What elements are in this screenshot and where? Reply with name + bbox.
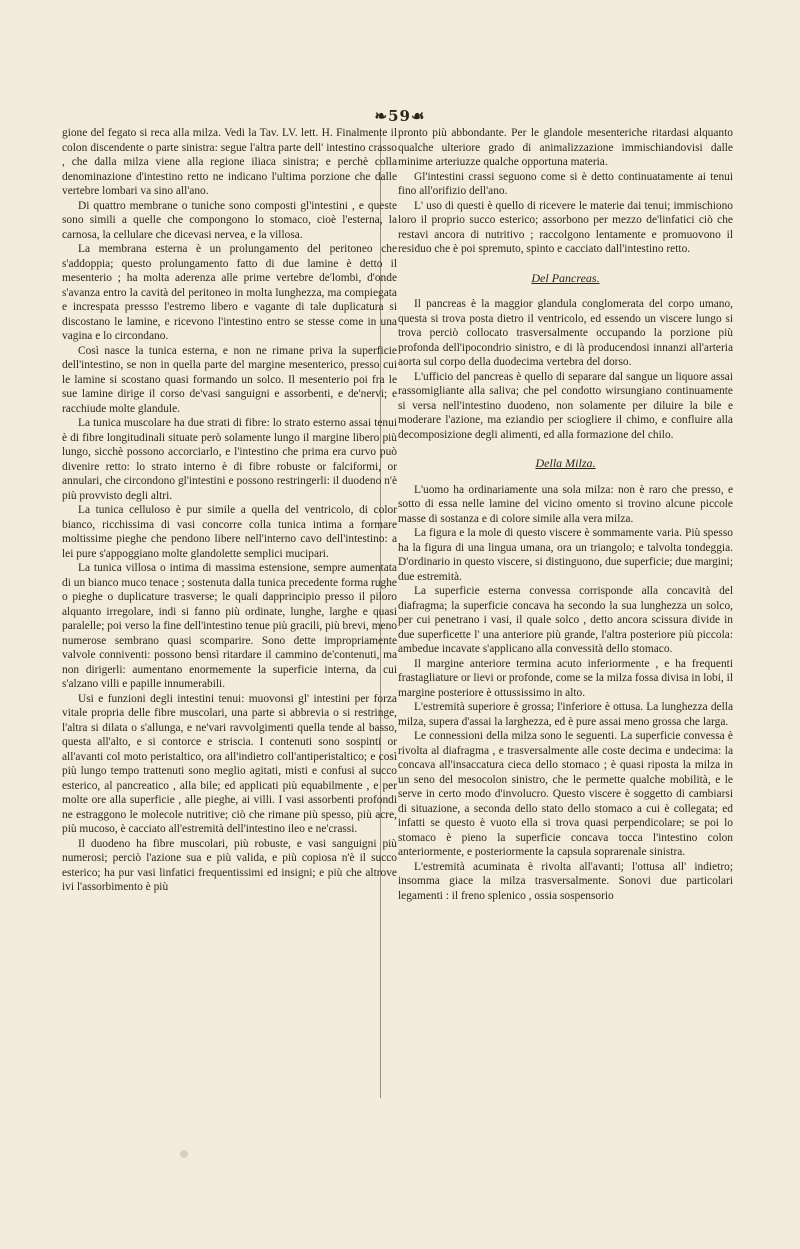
page-number-text: 59 <box>388 107 411 125</box>
paragraph: pronto più abbondante. Per le glandole mesenteriche ritardasi alquanto qualche ulteriore grado di animalizzazione immischiandovisi dalle minime arteriuzze qualche opportuna materia. <box>398 127 733 168</box>
paragraph: L'estremità acuminata è rivolta all'avanti; l'ottusa all' indietro; insomma giace la milza trasversalmente. Sonovi due particolari legamenti : il freno splenico , ossia sospensorio <box>398 860 733 902</box>
section-heading: Della Milza. <box>535 456 596 470</box>
left-column <box>62 126 397 895</box>
paragraph: Gl'intestini crassi seguono come si è detto continuatamente ai tenui fino all'orifizio dell'ano. <box>398 170 733 197</box>
section-heading: Del Pancreas. <box>531 270 600 285</box>
paragraph: La superficie esterna convessa corrisponde alla concavità del diafragma; la superficie concava ha secondo la sua lunghezza un solco, per cui penetrano i vasi, il quale solco , detto ancora scissura divide in due superficette l' una anteriore più grande, l'altra posteriore più piccola: ambedue incavate s'applicano alla convessità dello stomaco. <box>398 585 733 655</box>
paragraph: La figura e la mole di questo viscere è sommamente varia. Più spesso ha la figura di una lingua umana, ora un triangolo; e talvolta tondeggia. D'ordinario in questo viscere, si distinguono, due superficie; due margini; due estremità. <box>398 527 733 583</box>
paragraph: Di quattro membrane o tuniche sono composti gl'intestini , e queste sono simili a quelle che compongono lo stomaco, cioè l'esterna, la carnosa, la cellulare che dicevasi nervea, e la villosa. <box>62 199 397 241</box>
ornament-left-icon: ❧ <box>374 107 389 125</box>
paper-stain <box>180 1150 188 1158</box>
paragraph: Il margine anteriore termina acuto inferiormente , e ha frequenti frastagliature or lievi or profonde, come se la milza fossa divisa in lobi, il margine posteriore è ottussissimo in alto. <box>398 657 733 699</box>
paragraph: La tunica celluloso è pur simile a quella del ventricolo, di color bianco, ricchissima di vasi concorre colla tunica intima a formare moltissime pieghe che pendono libere nell'interno cavo dell'intestino: a lei pure s'appoggiano molte glandolette semplici mucipari. <box>62 504 397 560</box>
paragraph: L'ufficio del pancreas è quello di separare dal sangue un liquore assai rassomigliante alla saliva; che pel condotto wirsungiano continuamente si versa nell'intestino duodeno, non solamente per diluire la bile e moderare l'azione, ma eziandio per sciogliere il chimo, e confluire alla decomposizione degli alimenti, ed alla formazione del chilo. <box>398 370 733 441</box>
paragraph: gione del fegato si reca alla milza. Vedi la Tav. LV. lett. H. Finalmente il colon discendente o parte sinistra: segue l'altra parte dell' intestino crasso , che dalla milza viene alla regione iliaca sinistra; e perchè colla denominazione d'intestino retto ne indicano l'ultima porzione che dalle vertebre lombari va sino all'ano. <box>62 127 397 197</box>
paragraph: L'uomo ha ordinariamente una sola milza: non è raro che presso, e sotto di essa nelle lamine del vicino omento si trovino alcune piccole masse di sostanza e di colore simile alla vera milza. <box>398 483 733 525</box>
paragraph: La membrana esterna è un prolungamento del peritoneo che s'addoppia; questo prolungamento fatto di due lamine è detto il mesenterio ; ha molta aderenza alle prime vertebre de'lombi, d'onde s'avanza entro la cavità del peritoneo in molta lunghezza, ma compiegata e increspata pressso l'estremo libero e vagante di tale duplicatura si discostano le lamine, e ricevono l'intestino entro se stesse come in una vagina e lo circondano. <box>62 243 397 342</box>
paragraph: La tunica villosa o intima di massima estensione, sempre aumentata di un bianco muco tenace ; sostenuta dalla tunica precedente forma rughe o pieghe o duplicature trasverse; le quali dapprincipio presso il piloro alquanto irregolare, indi si fanno più ordinate, lunghe, larghe e quasi paralelle; poi verso la fine dell'intestino tenue più gracili, più brevi, meno numerose sembrano quasi scomparire. Sono dette impropriamente valvole conniventi: possono bensì ritardare il cammino de'contenuti, ma non dirigerli: aumentano enormemente la superficie interna, da cui s'alzano villi e papille innumerabili. <box>62 562 397 690</box>
paragraph: La tunica muscolare ha due strati di fibre: lo strato esterno assai tenui è di fibre longitudinali situate però solamente lungo il margine libero più lungo, sicchè possono accorciarlo, e l'intestino che prima era curvo può divenire retto: lo strato interno è di fibre robuste or falciformi, or annulari, che circondono gl'intestini e possono restringerli: il duodeno n'è più provvisto degli altri. <box>62 417 397 502</box>
paragraph: L' uso di questi è quello di ricevere le materie dai tenui; immischiono loro il proprio succo esterico; assorbono per mezzo de'linfatici ciò che restavi ancora di nutritivo ; raccolgono lentamente e promuovono il residuo che è poi spremuto, spinto e cacciato dall'intestino retto. <box>398 199 733 255</box>
paragraph: Le connessioni della milza sono le seguenti. La superficie convessa è rivolta al diafragma , e trasversalmente alle coste decima e undecima: la concava all'insaccatura cieca dello stomaco ; è quasi riposta la milza in un seno del mesocolon sinistro, che le permette qualche mobilità, e le serve in certo modo d'involucro. Questo viscere è soggetto di cambiarsi di situazione, a seconda dello stato dello stomaco a cui è collegata; ed infatti se questo è vuoto ella si trova quasi perpendicolare; se poi lo stomaco è pieno la superficie concava tocca l'intestino colon anteriormente, e posteriormente la capsula soprarenale sinistra. <box>398 730 733 858</box>
right-column <box>398 126 733 903</box>
paragraph: Così nasce la tunica esterna, e non ne rimane priva la superficie dell'intestino, se non in quella parte del margine mesenterico, presso cui le lamine si scostano quasi formando un solco. Il mesenterio poi fra le sue lamine dirige il corso de'vasi sanguigni e assorbenti, e de'nervi; e racchiude molte glandule. <box>62 344 397 415</box>
paragraph: Il pancreas è la maggior glandula conglomerata del corpo umano, questa si trova posta dietro il ventricolo, ed essendo un viscere lungo si trova perciò collocato trasversalmente occupando la porzione più profonda dell'ipocondrio sinistro, e di là producendosi innanzi all'arteria aorta sul corpo della duodecima vertebra del dorso. <box>398 298 733 368</box>
ornament-right-icon: ☙ <box>411 107 426 125</box>
page-number <box>0 107 800 125</box>
paragraph: L'estremità superiore è grossa; l'inferiore è ottusa. La lunghezza della milza, supera d'assai la larghezza, ed è pure assai meno grossa che larga. <box>398 701 733 728</box>
paragraph: Usi e funzioni degli intestini tenui: muovonsi gl' intestini per forza vitale propria delle fibre muscolari, una parte si abbrevia o si restringe, l'altra si dilata o s'allunga, e ne'vari ravvolgimenti quella tende al basso, questa all'alto, e si contorce e striscia. I contenuti sono sospinti or all'avanti col moto peristaltico, ora all'indietro coll'antiperistaltico; e così più lungo tempo trattenuti sono meglio agitati, misti e confusi al succo esterico, al pancreatico , alla bile; ed applicati più equabilmente , e per molte ore alla superficie , alle pieghe, ai villi. I vasi assorbenti profondi ne estraggono le molecole nutritive; ciò che rimane più spesso, più acre, più mucoso, è cacciato all'estremità dell'intestino ileo e ne'crassi. <box>62 692 397 835</box>
paragraph: Il duodeno ha fibre muscolari, più robuste, e vasi sanguigni più numerosi; perciò l'azione sua e più valida, e più copiosa n'è il succo esterico; ha pur vasi linfatici frequentissimi ed insigni; e più che altrove ivi l'assorbimento è più <box>62 837 397 893</box>
